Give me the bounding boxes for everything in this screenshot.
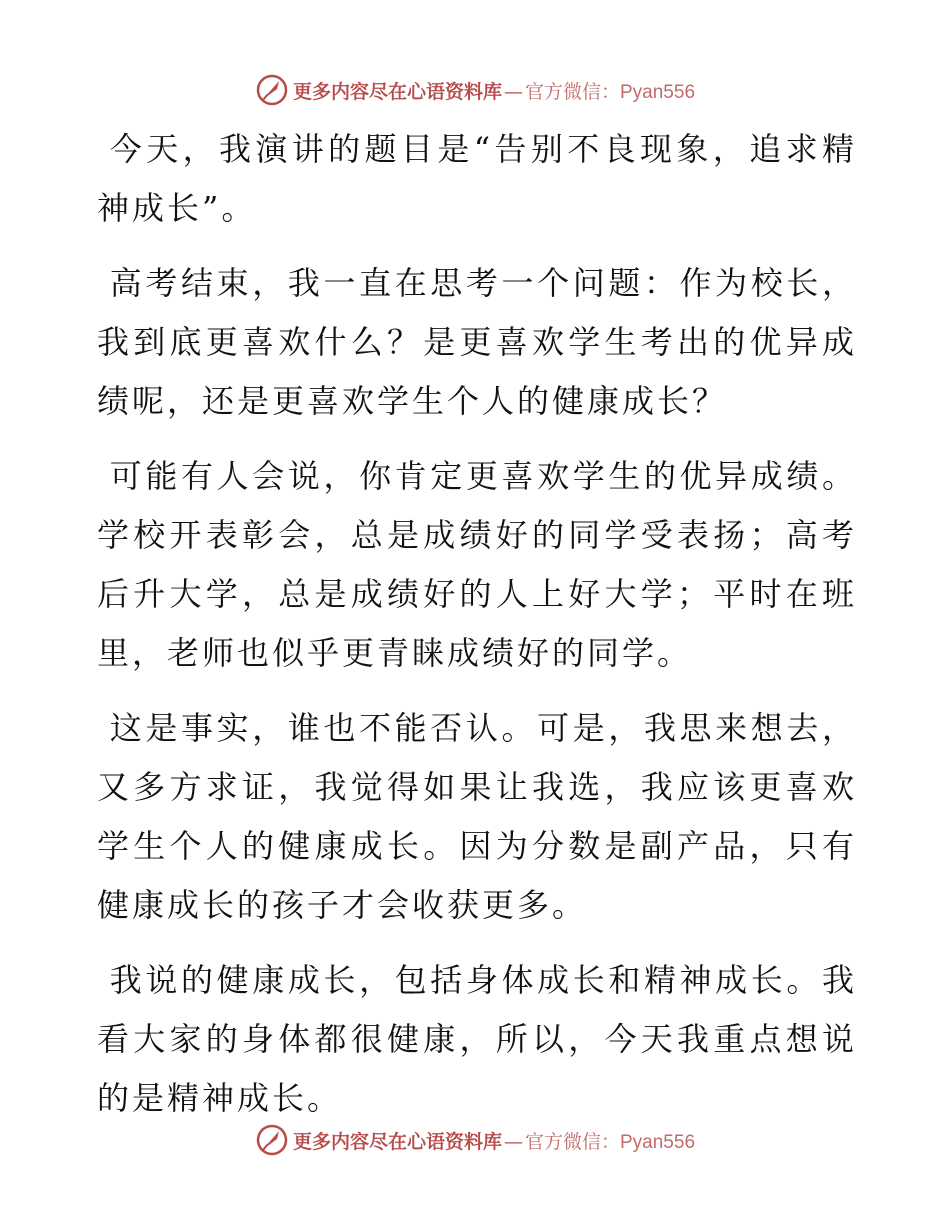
watermark-wechat-id: Pyan556 bbox=[620, 1131, 696, 1153]
footer-watermark bbox=[0, 1120, 950, 1160]
watermark-separator: — bbox=[503, 1130, 523, 1153]
paragraph-3: 可能有人会说，你肯定更喜欢学生的优异成绩。学校开表彰会，总是成绩好的同学受表扬；高考后升大学，总是成绩好的人上好大学；平时在班里，老师也似乎更青睐成绩好的同学。 bbox=[97, 457, 857, 672]
watermark-brand: 更多内容尽在心语资料库 bbox=[292, 1130, 502, 1153]
watermark-wechat-label: 官方微信： bbox=[524, 1130, 620, 1153]
watermark-wechat-label: 官方微信： bbox=[524, 80, 620, 103]
paragraph-1: 今天，我演讲的题目是“告别不良现象，追求精神成长”。 bbox=[97, 130, 857, 227]
quill-circle-icon bbox=[255, 1123, 289, 1157]
watermark-text bbox=[293, 77, 695, 104]
paragraph-2: 高考结束，我一直在思考一个问题：作为校长，我到底更喜欢什么？是更喜欢学生考出的优异成绩呢，还是更喜欢学生个人的健康成长？ bbox=[97, 264, 857, 420]
watermark-separator: — bbox=[503, 80, 523, 103]
watermark-brand: 更多内容尽在心语资料库 bbox=[292, 80, 502, 103]
quill-circle-icon bbox=[255, 73, 289, 107]
paragraph-5: 我说的健康成长，包括身体成长和精神成长。我看大家的身体都很健康，所以，今天我重点想说的是精神成长。 bbox=[97, 961, 857, 1117]
header-watermark bbox=[0, 70, 950, 110]
watermark-text bbox=[293, 1127, 695, 1154]
speech-body bbox=[97, 120, 857, 1144]
watermark-wechat-id: Pyan556 bbox=[620, 81, 696, 103]
paragraph-4: 这是事实，谁也不能否认。可是，我思来想去，又多方求证，我觉得如果让我选，我应该更喜欢学生个人的健康成长。因为分数是副产品，只有健康成长的孩子才会收获更多。 bbox=[97, 709, 857, 924]
